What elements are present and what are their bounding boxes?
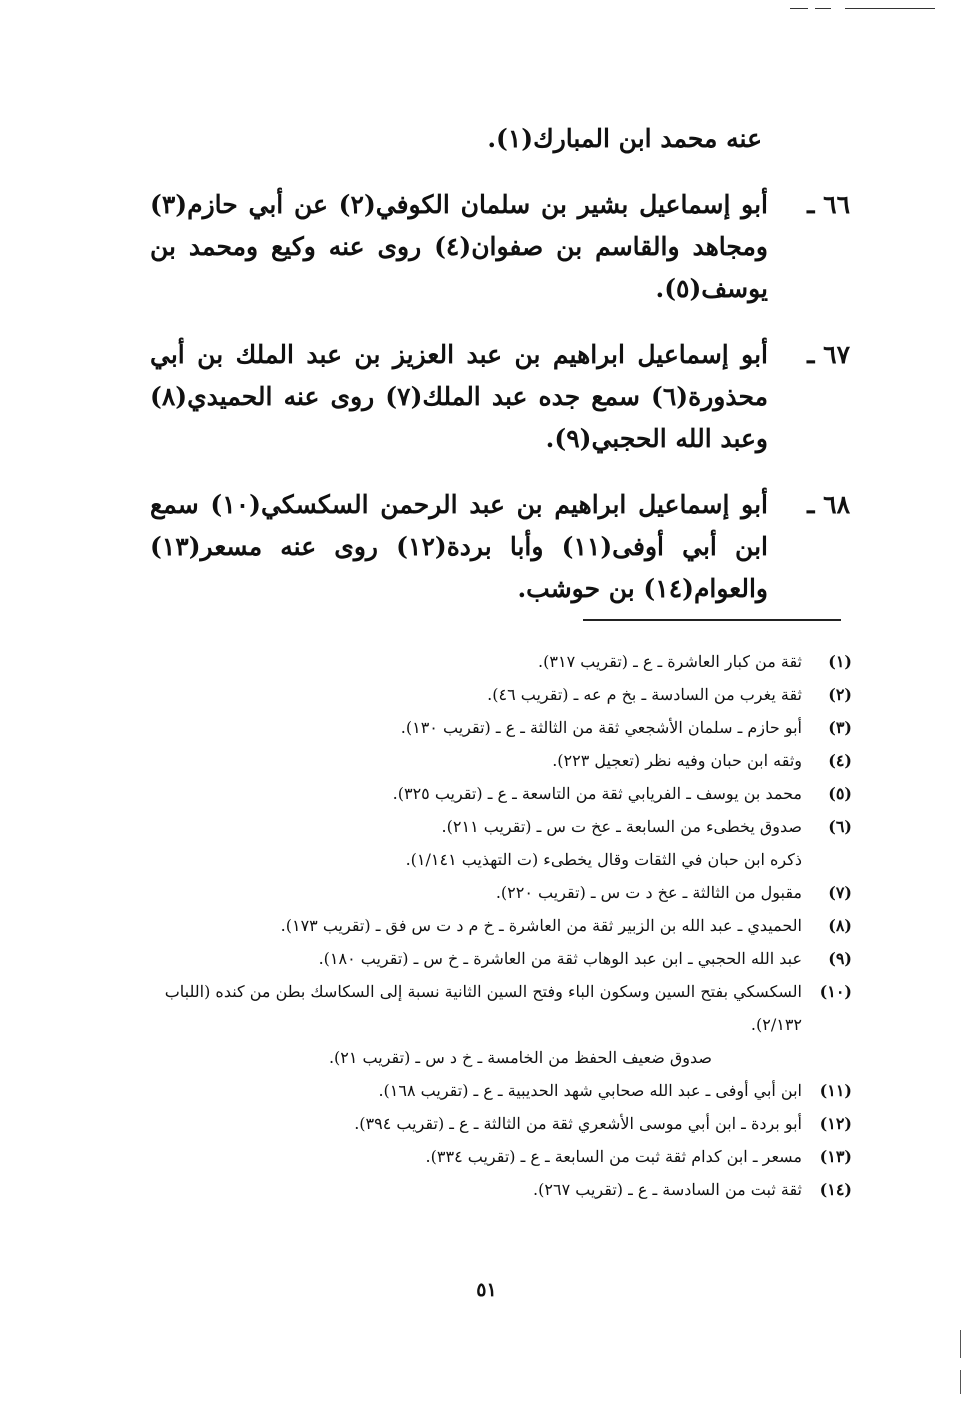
footnote-1 — [140, 645, 852, 678]
footnote-number: (٥) — [828, 784, 852, 803]
footnote-8 — [140, 909, 852, 942]
footnote-number: (١٤) — [819, 1180, 852, 1199]
footnote-number: (١٣) — [819, 1147, 852, 1166]
footnote-10-continuation: صدوق ضعيف الحفظ من الخامسة ـ خ د س ـ (تقريب ٢١). — [328, 1048, 712, 1067]
footnote-separator — [583, 619, 841, 621]
footnote-number: (٣) — [828, 718, 852, 737]
footnote-text: صدوق يخطىء من السابعة ـ عخ ت س ـ (تقريب ٢١١). — [441, 817, 802, 836]
footnote-text: ابن أبي أوفى ـ عبد الله صحابي شهد الحديبية ـ ع ـ (تقريب ١٦٨). — [378, 1081, 802, 1100]
footnote-text: ثقة يغرب من السادسة ـ بخ م عه ـ (تقريب ٤٦). — [487, 685, 802, 704]
scan-mark-edge — [960, 1370, 961, 1394]
footnote-7 — [140, 876, 852, 909]
footnote-6-continuation: ذكره ابن حبان في الثقات وقال يخطىء (ت التهذيب ١/١٤١). — [405, 850, 802, 869]
entry-text: أبو إسماعيل ابراهيم بن عبد العزيز بن عبد الملك بن أبي محذورة(٦) سمع جده عبد الملك(٧) روى عنه الحميدي(٨) وعبد الله الحجبي(٩). — [150, 340, 768, 453]
entry-67 — [150, 334, 850, 460]
footnote-text: ثقة ثبت من السادسة ـ ع ـ (تقريب ٢٦٧). — [533, 1180, 802, 1199]
continuation-line: عنه محمد ابن المبارك(١). — [487, 124, 762, 153]
footnote-number: (١) — [828, 652, 852, 671]
footnote-text: أبو بردة ـ ابن أبي موسى الأشعري ثقة من الثالثة ـ ع ـ (تقريب ٣٩٤). — [354, 1114, 802, 1133]
footnote-text: أبو حازم ـ سلمان الأشجعي ثقة من الثالثة ـ ع ـ (تقريب ١٣٠). — [400, 718, 802, 737]
main-text — [150, 118, 850, 634]
footnote-9 — [140, 942, 852, 975]
footnote-text: ثقة من كبار العاشرة ـ ع ـ (تقريب ٣١٧). — [538, 652, 802, 671]
entry-68 — [150, 484, 850, 610]
footnote-text: السكسكي بفتح السين وسكون الباء وفتح السين الثانية نسبة إلى السكاسك بطن من كنده (اللباب ٢/١٣٢). — [164, 982, 802, 1034]
entry-number: ٦٦ ـ — [807, 190, 850, 219]
footnote-text: محمد بن يوسف ـ الفريابي ثقة من التاسعة ـ ع ـ (تقريب ٣٢٥). — [392, 784, 802, 803]
entry-text: أبو إسماعيل بشير بن سلمان الكوفي(٢) عن أبي حازم(٣) ومجاهد والقاسم بن صفوان(٤) روى عنه وكيع ومحمد بن يوسف(٥). — [150, 190, 768, 303]
scan-mark-top — [790, 8, 808, 9]
entry-text: أبو إسماعيل ابراهيم بن عبد الرحمن السكسكي(١٠) سمع ابن أبي أوفى(١١) وأبا بردة(١٢) روى عنه مسعر(١٣) والعوام(١٤) بن حوشب. — [150, 490, 768, 603]
scan-mark-edge — [960, 1330, 961, 1358]
footnote-2 — [140, 678, 852, 711]
footnotes — [140, 645, 852, 1206]
footnote-text: عبد الله الحجبي ـ ابن عبد الوهاب ثقة من العاشرة ـ خ س ـ (تقريب ١٨٠). — [318, 949, 802, 968]
page-number: ٥١ — [476, 1279, 497, 1301]
footnote-number: (٩) — [828, 949, 852, 968]
footnote-text: مسعر ـ ابن كدام ثقة ثبت من السابعة ـ ع ـ (تقريب ٣٣٤). — [425, 1147, 802, 1166]
footnote-number: (٤) — [828, 751, 852, 770]
footnote-3 — [140, 711, 852, 744]
footnote-text: الحميدي ـ عبد الله بن الزبير ثقة من العاشرة ـ خ م د ت س فق ـ (تقريب ١٧٣). — [280, 916, 802, 935]
entry-number: ٦٧ ـ — [807, 340, 850, 369]
footnote-number: (٢) — [828, 685, 852, 704]
footnote-4 — [140, 744, 852, 777]
footnote-text: وثقه ابن حبان وفيه نظر (تعجيل ٢٢٣). — [552, 751, 802, 770]
footnote-6 — [140, 810, 852, 843]
entry-66 — [150, 184, 850, 310]
footnote-number: (٦) — [828, 817, 852, 836]
footnote-10 — [140, 975, 852, 1041]
footnote-text: مقبول من الثالثة ـ عخ د ت س ـ (تقريب ٢٢٠). — [495, 883, 802, 902]
footnote-number: (١٢) — [819, 1114, 852, 1133]
footnote-number: (٨) — [828, 916, 852, 935]
footnote-13 — [140, 1140, 852, 1173]
footnote-11 — [140, 1074, 852, 1107]
footnote-14 — [140, 1173, 852, 1206]
scan-mark-top — [845, 8, 935, 9]
footnote-number: (٧) — [828, 883, 852, 902]
footnote-number: (١٠) — [819, 982, 852, 1001]
footnote-5 — [140, 777, 852, 810]
footnote-12 — [140, 1107, 852, 1140]
entry-number: ٦٨ ـ — [807, 490, 850, 519]
scan-mark-top — [815, 8, 831, 9]
footnote-number: (١١) — [819, 1081, 852, 1100]
